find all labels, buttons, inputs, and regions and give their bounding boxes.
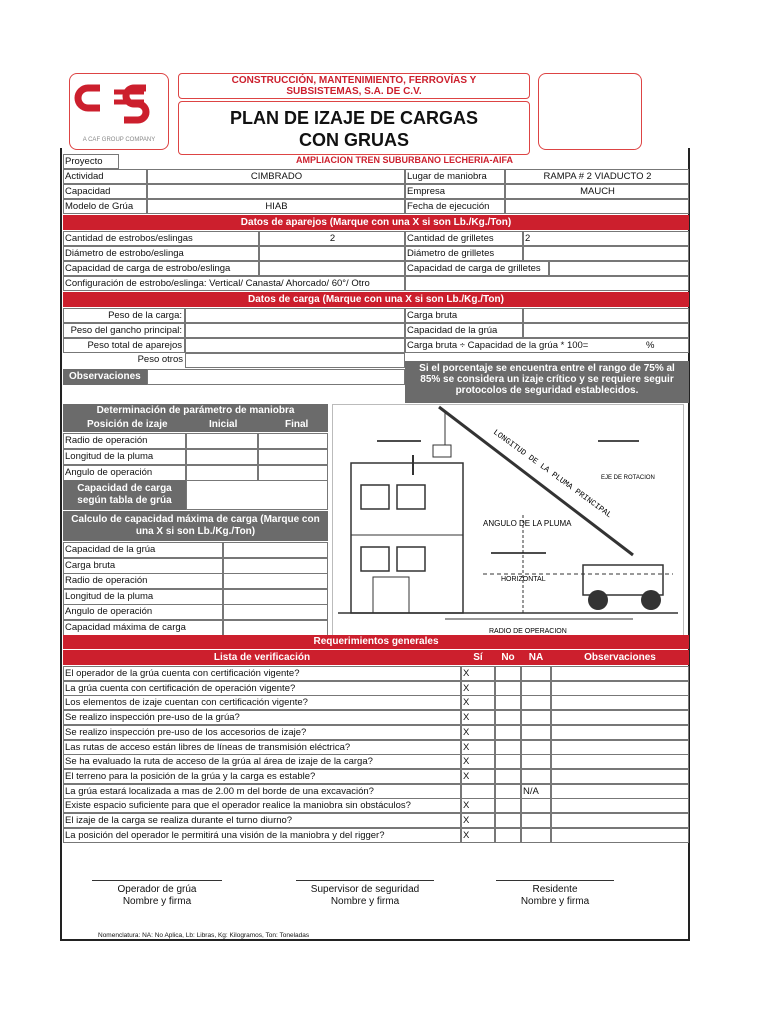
crane-diagram — [332, 404, 684, 636]
checklist-na[interactable] — [521, 769, 551, 784]
modelo-value[interactable]: HIAB — [147, 199, 405, 214]
checklist-question: Los elementos de izaje cuentan con certificación vigente? — [63, 695, 461, 710]
checklist-si[interactable]: X — [461, 798, 495, 813]
logo-box — [69, 73, 169, 150]
cap-tabla-label: Capacidad de carga según tabla de grúa — [63, 480, 186, 510]
diam-estrobo-label: Diámetro de estrobo/eslinga — [63, 246, 259, 261]
config-label: Configuración de estrobo/eslinga: Vertical/ Canasta/ Ahorcado/ 60°/ Otro — [63, 276, 405, 291]
observaciones-label: Observaciones — [63, 369, 147, 385]
col-posicion: Posición de izaje — [87, 419, 168, 430]
checklist-no[interactable] — [495, 710, 521, 725]
checklist-obs[interactable] — [551, 681, 689, 696]
checklist-obs[interactable] — [551, 666, 689, 681]
cap-estrobo-label: Capacidad de carga de estrobo/eslinga — [63, 261, 259, 276]
checklist-question: La grúa cuenta con certificación de operación vigente? — [63, 681, 461, 696]
eje-rotacion-label: EJE DE ROTACION — [601, 475, 655, 481]
lugar-label: Lugar de maniobra — [405, 169, 505, 184]
company-box — [178, 73, 530, 99]
critical-note: Si el porcentaje se encuentra entre el rango de 75% al 85% se considera un izaje crítico y se requiere seguir protocolos de seguridad establecidos. — [405, 361, 689, 403]
peso-otros-label: Peso otros — [137, 354, 183, 365]
row-modelo — [63, 199, 689, 214]
checklist-row — [63, 740, 689, 755]
checklist-row — [63, 828, 689, 843]
peso-otros-value[interactable] — [185, 353, 405, 368]
checklist-obs[interactable] — [551, 828, 689, 843]
checklist-obs[interactable] — [551, 710, 689, 725]
cap-grilletes-value[interactable] — [549, 261, 689, 276]
actividad-label: Actividad — [63, 169, 147, 184]
peso-gancho-value[interactable] — [185, 323, 405, 338]
checklist-row — [63, 710, 689, 725]
checklist-na[interactable] — [521, 740, 551, 755]
checklist-question: La posición del operador le permitirá una visión de la maniobra y del rigger? — [63, 828, 461, 843]
param-row-label: Angulo de operación — [63, 465, 186, 481]
sig-operador-name: Nombre y firma — [122, 896, 192, 907]
title-box — [178, 101, 530, 155]
company-name: CONSTRUCCIÓN, MANTENIMIENTO, FERROVÍAS Y SUBSISTEMAS, S.A. DE C.V. — [231, 75, 477, 97]
row-cap-estrobo — [63, 261, 689, 276]
row-diam — [63, 246, 689, 261]
row-capacidad — [63, 184, 689, 199]
calc-row-label: Capacidad máxima de carga — [63, 620, 223, 636]
sig-residente-name: Nombre y firma — [520, 896, 590, 907]
radio-operacion-label: RADIO DE OPERACION — [489, 628, 567, 635]
checklist-na[interactable] — [521, 798, 551, 813]
row-cant — [63, 231, 689, 246]
page-title: PLAN DE IZAJE DE CARGAS — [229, 108, 479, 128]
checklist-question: Se realizo inspección pre-uso de los accesorios de izaje? — [63, 725, 461, 740]
calc-row-label: Longitud de la pluma — [63, 589, 223, 605]
peso-carga-value[interactable] — [185, 308, 405, 323]
col-na: NA — [528, 652, 544, 663]
checklist-si[interactable]: X — [461, 740, 495, 755]
checklist-no[interactable] — [495, 828, 521, 843]
empresa-label: Empresa — [405, 184, 505, 199]
calc-row-label: Capacidad de la grúa — [63, 542, 223, 558]
carga-bruta-value[interactable] — [523, 308, 689, 323]
checklist-obs[interactable] — [551, 754, 689, 769]
empresa-value[interactable]: MAUCH — [505, 184, 689, 199]
row-config — [63, 276, 689, 291]
code-box — [538, 73, 642, 150]
checklist-na[interactable] — [521, 666, 551, 681]
calc-row-label: Angulo de operación — [63, 604, 223, 620]
requerimientos-title: Requerimientos generales — [63, 635, 689, 649]
carga-title: Datos de carga (Marque con una X si son Lb./Kg./Ton) — [63, 292, 689, 307]
row-proyecto — [63, 154, 689, 169]
logo-caption: A CAF GROUP COMPANY — [82, 137, 156, 143]
formula-label — [405, 338, 689, 353]
modelo-label: Modelo de Grúa — [63, 199, 147, 214]
observaciones-value[interactable] — [147, 369, 405, 385]
diam-grilletes-label: Diámetro de grilletes — [405, 246, 523, 261]
calc-row-value[interactable] — [223, 558, 328, 574]
diam-grilletes-value[interactable] — [523, 246, 689, 261]
peso-aparejos-label: Peso total de aparejos — [63, 338, 185, 353]
angulo-pluma-label: ANGULO DE LA PLUMA — [483, 519, 572, 528]
checklist-row — [63, 725, 689, 740]
col-si: Sí — [473, 652, 483, 663]
param-row-inicial[interactable] — [186, 449, 258, 465]
checklist-no[interactable] — [495, 813, 521, 828]
checklist-no[interactable] — [495, 725, 521, 740]
checklist-no[interactable] — [495, 784, 521, 799]
proyecto-label: Proyecto — [63, 154, 119, 169]
calculo-title: Calculo de capacidad máxima de carga (Marque con una X si son Lb./Kg./Ton) — [63, 511, 328, 541]
col-lista: Lista de verificación — [213, 652, 311, 663]
checklist-question: Las rutas de acceso están libres de líneas de transmisión eléctrica? — [63, 740, 461, 755]
checklist-header — [63, 650, 689, 665]
col-inicial: Inicial — [209, 419, 238, 430]
checklist-si[interactable]: X — [461, 828, 495, 843]
sig-residente-role: Residente — [532, 884, 578, 895]
calc-row-value[interactable] — [223, 589, 328, 605]
checklist-row — [63, 754, 689, 769]
calc-row-value[interactable] — [223, 573, 328, 589]
peso-gancho-label: Peso del gancho principal: — [63, 323, 185, 338]
param-row-final[interactable] — [258, 465, 328, 481]
checklist-row — [63, 813, 689, 828]
row-actividad — [63, 169, 689, 184]
checklist-no[interactable] — [495, 681, 521, 696]
sig-line-operador — [92, 880, 222, 881]
sig-line-residente — [496, 880, 614, 881]
company-logo-icon — [70, 78, 168, 138]
checklist-na[interactable] — [521, 754, 551, 769]
checklist-obs[interactable] — [551, 725, 689, 740]
checklist-no[interactable] — [495, 695, 521, 710]
boom-length-label: LONGITUD DE LA PLUMA PRINCIPAL — [491, 428, 614, 521]
checklist-obs[interactable] — [551, 769, 689, 784]
capacidad-value[interactable] — [147, 184, 405, 199]
calc-row-value[interactable] — [223, 604, 328, 620]
param-row-inicial[interactable] — [186, 465, 258, 481]
capacidad-grua-label: Capacidad de la grúa — [405, 323, 523, 338]
checklist-question: El izaje de la carga se realiza durante el turno diurno? — [63, 813, 461, 828]
param-row-label: Longitud de la pluma — [63, 449, 186, 465]
percent-sign: % — [646, 340, 655, 351]
param-row-final[interactable] — [258, 433, 328, 449]
checklist-si[interactable] — [461, 784, 495, 799]
checklist-si[interactable]: X — [461, 769, 495, 784]
sig-operador-role: Operador de grúa — [117, 884, 197, 895]
parametro-header — [63, 404, 328, 432]
checklist-si[interactable]: X — [461, 695, 495, 710]
carga-bruta-label: Carga bruta — [405, 308, 523, 323]
checklist-no[interactable] — [495, 798, 521, 813]
checklist-obs[interactable] — [551, 784, 689, 799]
proyecto-value[interactable]: AMPLIACION TREN SUBURBANO LECHERIA-AIFA — [296, 155, 513, 165]
checklist-obs[interactable] — [551, 740, 689, 755]
calc-row-label: Carga bruta — [63, 558, 223, 574]
checklist-na[interactable] — [521, 710, 551, 725]
col-final: Final — [285, 419, 309, 430]
checklist-si[interactable]: X — [461, 813, 495, 828]
sig-operador[interactable] — [92, 884, 222, 908]
checklist-na[interactable] — [521, 725, 551, 740]
checklist-na[interactable]: N/A — [521, 784, 551, 799]
sig-supervisor[interactable] — [296, 884, 434, 908]
cant-grilletes-label: Cantidad de grilletes — [405, 231, 523, 246]
checklist-row — [63, 681, 689, 696]
param-row-final[interactable] — [258, 449, 328, 465]
checklist-no[interactable] — [495, 666, 521, 681]
nomenclatura: Nomenclatura: NA: No Aplica, Lb: Libras, Kg: Kilogramos, Ton: Toneladas — [98, 932, 310, 939]
cant-estrobos-value[interactable]: 2 — [259, 231, 405, 246]
checklist-si[interactable]: X — [461, 710, 495, 725]
checklist-row — [63, 695, 689, 710]
param-row-inicial[interactable] — [186, 433, 258, 449]
checklist-obs[interactable] — [551, 798, 689, 813]
param-row-label: Radio de operación — [63, 433, 186, 449]
cap-grilletes-label: Capacidad de carga de grilletes — [405, 261, 549, 276]
peso-aparejos-value[interactable] — [185, 338, 405, 353]
checklist-no[interactable] — [495, 740, 521, 755]
checklist-na[interactable] — [521, 813, 551, 828]
capacidad-label: Capacidad — [63, 184, 147, 199]
calc-row-value[interactable] — [223, 542, 328, 558]
checklist-obs[interactable] — [551, 695, 689, 710]
row-peso-gancho — [63, 323, 689, 338]
fecha-label: Fecha de ejecución — [405, 199, 505, 214]
peso-carga-label: Peso de la carga: — [63, 308, 185, 323]
sig-residente[interactable] — [496, 884, 614, 908]
sig-supervisor-name: Nombre y firma — [330, 896, 400, 907]
checklist-si[interactable]: X — [461, 725, 495, 740]
config-value[interactable] — [405, 276, 689, 291]
checklist-si[interactable]: X — [461, 666, 495, 681]
checklist-row — [63, 769, 689, 784]
checklist-si[interactable]: X — [461, 754, 495, 769]
diam-estrobo-value[interactable] — [259, 246, 405, 261]
fecha-value[interactable] — [505, 199, 689, 214]
sig-line-supervisor — [296, 880, 434, 881]
cant-grilletes-value[interactable]: 2 — [523, 231, 689, 246]
checklist-no[interactable] — [495, 769, 521, 784]
crane-diagram-image — [333, 405, 683, 635]
lugar-value[interactable]: RAMPA # 2 VIADUCTO 2 — [505, 169, 689, 184]
calc-row-value[interactable] — [223, 620, 328, 636]
page-subtitle: CON GRUAS — [298, 130, 409, 150]
checklist-row — [63, 784, 689, 799]
checklist-si[interactable]: X — [461, 681, 495, 696]
checklist-question: Existe espacio suficiente para que el operador realice la maniobra sin obstáculos? — [63, 798, 461, 813]
checklist-na[interactable] — [521, 828, 551, 843]
aparejos-title: Datos de aparejos (Marque con una X si son Lb./Kg./Ton) — [63, 215, 689, 230]
checklist-question: Se realizo inspección pre-uso de la grúa? — [63, 710, 461, 725]
cant-estrobos-label: Cantidad de estrobos/eslingas — [63, 231, 259, 246]
checklist-question: Se ha evaluado la ruta de acceso de la grúa al área de izaje de la carga? — [63, 754, 461, 769]
col-no: No — [501, 652, 515, 663]
checklist-no[interactable] — [495, 754, 521, 769]
checklist-question: El operador de la grúa cuenta con certificación vigente? — [63, 666, 461, 681]
parametro-title: Determinación de parámetro de maniobra — [96, 405, 295, 416]
checklist-na[interactable] — [521, 681, 551, 696]
checklist-obs[interactable] — [551, 813, 689, 828]
col-obs: Observaciones — [584, 652, 656, 663]
actividad-value[interactable]: CIMBRADO — [147, 169, 405, 184]
checklist-na[interactable] — [521, 695, 551, 710]
cap-tabla-value[interactable] — [186, 480, 328, 510]
checklist-question: La grúa estará localizada a mas de 2.00 m del borde de una excavación? — [63, 784, 461, 799]
row-peso-carga — [63, 308, 689, 323]
checklist-question: El terreno para la posición de la grúa y la carga es estable? — [63, 769, 461, 784]
cap-estrobo-value[interactable] — [259, 261, 405, 276]
row-peso-aparejos — [63, 338, 689, 353]
horizontal-label: HORIZONTAL — [501, 576, 546, 583]
sig-supervisor-role: Supervisor de seguridad — [310, 884, 420, 895]
capacidad-grua-value[interactable] — [523, 323, 689, 338]
calc-row-label: Radio de operación — [63, 573, 223, 589]
checklist-row — [63, 798, 689, 813]
checklist-row — [63, 666, 689, 681]
formula-text: Carga bruta ÷ Capacidad de la grúa * 100= — [407, 340, 589, 351]
